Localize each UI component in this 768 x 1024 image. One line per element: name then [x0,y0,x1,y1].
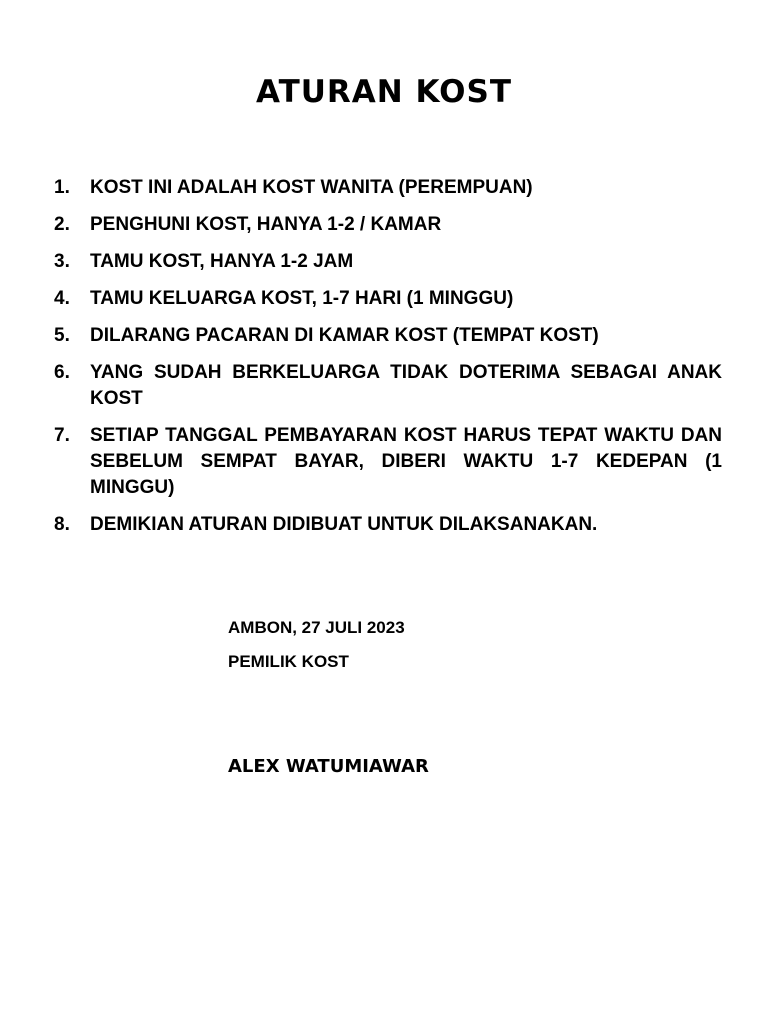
rule-number: 3. [54,251,70,272]
signature-name: ALEX WATUMIAWAR [228,756,429,777]
rule-item [54,212,722,238]
rule-item [54,286,722,312]
rule-text: KOST INI ADALAH KOST WANITA (PEREMPUAN) [90,177,533,198]
rule-item [54,512,722,538]
rule-item [54,249,722,275]
rule-text: DEMIKIAN ATURAN DIDIBUAT UNTUK DILAKSANAKAN. [90,514,598,535]
rule-item [54,323,722,349]
rule-item [54,175,722,201]
rule-number: 2. [54,214,70,235]
rule-number: 6. [54,362,70,383]
signature-role: PEMILIK KOST [228,652,349,671]
rule-item [54,423,722,501]
rule-number: 4. [54,288,70,309]
rule-text: PENGHUNI KOST, HANYA 1-2 / KAMAR [90,214,442,235]
rule-text: DILARANG PACARAN DI KAMAR KOST (TEMPAT KOST) [90,325,599,346]
rules-list [54,175,722,549]
rule-item [54,360,722,412]
rule-number: 7. [54,425,70,446]
rule-text: TAMU KELUARGA KOST, 1-7 HARI (1 MINGGU) [90,288,514,309]
signature-place-date: AMBON, 27 JULI 2023 [228,618,405,637]
rule-text: SETIAP TANGGAL PEMBAYARAN KOST HARUS TEPAT WAKTU DAN SEBELUM SEMPAT BAYAR, DIBERI WAKTU 1-7 KEDEPAN (1 MINGGU) [90,425,722,498]
document-title: ATURAN KOST [256,74,512,110]
rule-text: YANG SUDAH BERKELUARGA TIDAK DOTERIMA SEBAGAI ANAK KOST [90,362,722,409]
rule-number: 5. [54,325,70,346]
rule-number: 8. [54,514,70,535]
rule-text: TAMU KOST, HANYA 1-2 JAM [90,251,354,272]
rule-number: 1. [54,177,70,198]
